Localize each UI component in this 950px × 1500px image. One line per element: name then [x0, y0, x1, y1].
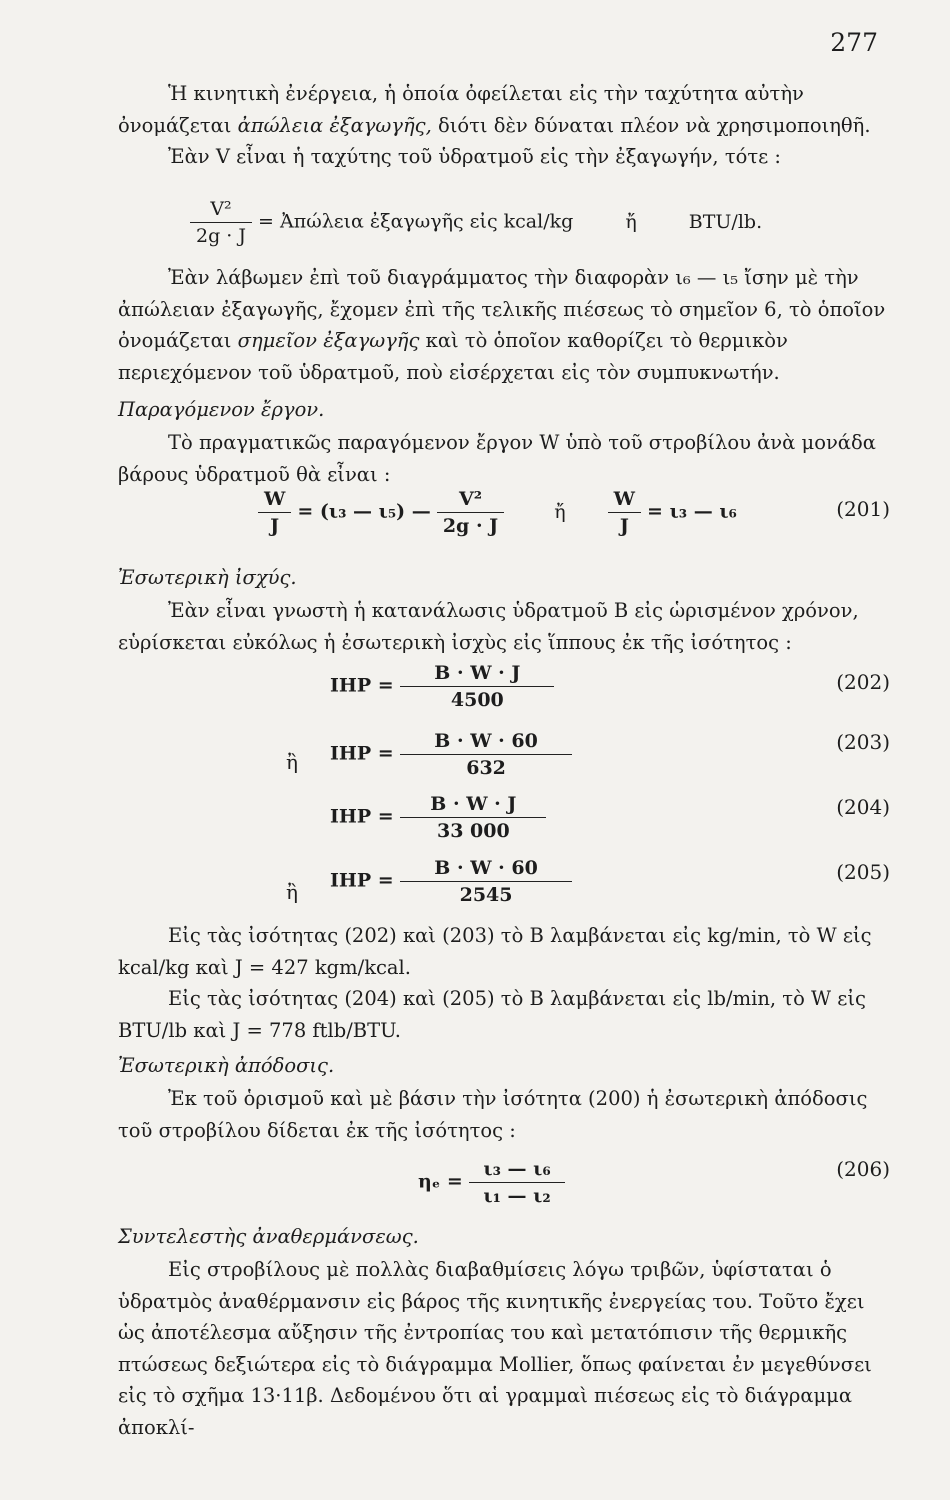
section-internal-efficiency	[118, 1054, 890, 1146]
heading-reheat-factor: Συντελεστὴς ἀναθερμάνσεως.	[118, 1225, 419, 1248]
page-number: 277	[830, 28, 878, 57]
equation-203: IHP = $\frac{B \cdot W \cdot 60}{632}$	[330, 730, 572, 779]
equation-label-203: (203)	[836, 730, 890, 754]
section-reheat-factor	[118, 1225, 890, 1443]
section-produced-work	[118, 398, 890, 490]
equation-exhaust-loss: $\frac{\text{V²}}{2g \cdot J}$ = Ἀπώλεια ἐξαγωγῆς εἰς kcal/kg ἤ BTU/lb.	[190, 198, 762, 247]
equation-label-205: (205)	[836, 860, 890, 884]
equation-201: $\frac{W}{J}$ = (ι₃ — ι₅) — $\frac{\text{V²}}{2g \cdot J}$ ἤ $\frac{W}{J}$ = ι₃ — ι₆	[258, 488, 737, 537]
equation-label-201: (201)	[836, 497, 890, 521]
section-internal-power	[118, 566, 890, 658]
heading-internal-power: Ἐσωτερικὴ ἰσχύς.	[118, 566, 297, 589]
term-exhaust-point: σημεῖον ἐξαγωγῆς	[237, 329, 420, 352]
paragraph-reheat-factor: Εἰς στροβίλους μὲ πολλὰς διαβαθμίσεις λόγω τριβῶν, ὑφίσταται ὁ ὑδρατμὸς ἀναθέρμανσιν εἰς βάρος τῆς κινητικῆς ἐνεργείας του. Τοῦτο ἔχει ὡς ἀποτέλεσμα αὔξησιν τῆς ἐντροπίας του καὶ μετατόπισιν τῆς θερμικῆς πτώσεως δεξιώτερα εἰς τὸ διάγραμμα Mollier, ὅπως φαίνεται ἐν μεγεθύνσει εἰς τὸ σχῆμα 13·11β. Δεδομένου ὅτι αἱ γραμμαὶ πιέσεως εἰς τὸ διάγραμμα ἀποκλί-	[118, 1258, 872, 1439]
paragraph-units	[118, 920, 890, 1046]
equation-206: ηₑ = $\frac{\text{ι₃ — ι₆}}{\text{ι₁ — ι₂}}$	[418, 1158, 565, 1207]
paragraph-internal-efficiency: Ἐκ τοῦ ὁρισμοῦ καὶ μὲ βάσιν τὴν ἰσότητα (200) ἡ ἐσωτερικὴ ἀπόδοσις τοῦ στροβίλου δίδεται ἐκ τῆς ἰσότητος :	[118, 1087, 868, 1142]
equation-202: IHP = $\frac{B \cdot W \cdot J}{4500}$	[330, 662, 554, 711]
paragraph-units-metric: Εἰς τὰς ἰσότητας (202) καὶ (203) τὸ B λαμβάνεται εἰς kg/min, τὸ W εἰς kcal/kg καὶ J = 427 kgm/kcal.	[118, 924, 872, 979]
paragraph-produced-work: Τὸ πραγματικῶς παραγόμενον ἔργον W ὑπὸ τοῦ στροβίλου ἀνὰ μονάδα βάρους ὑδρατμοῦ θὰ εἶναι :	[118, 431, 876, 486]
paragraph-exhaust-point: Ἐὰν λάβωμεν ἐπὶ τοῦ διαγράμματος τὴν διαφορὰν ι₆ — ι₅ ἴσην μὲ τὴν ἀπώλειαν ἐξαγωγῆς, ἔχομεν ἐπὶ τῆς τελικῆς πιέσεως τὸ σημεῖον 6, τὸ ὁποῖον ὀνομάζεται σημεῖον ἐξαγωγῆς καὶ τὸ ὁποῖον καθορίζει τὸ θερμικὸν περιεχόμενον τοῦ ὑδρατμοῦ, ποὺ εἰσέρχεται εἰς τὸν συμπυκνωτήν.	[118, 266, 886, 384]
equation-205: IHP = $\frac{B \cdot W \cdot 60}{2545}$	[330, 857, 572, 906]
paragraph-internal-power: Ἐὰν εἶναι γνωστὴ ἡ κατανάλωσις ὑδρατμοῦ B εἰς ὡρισμένον χρόνον, εὑρίσκεται εὐκόλως ἡ ἐσωτερικὴ ἰσχὺς εἰς ἵππους ἐκ τῆς ἰσότητος :	[118, 599, 859, 654]
or-205: ἢ	[286, 880, 298, 904]
equation-label-204: (204)	[836, 795, 890, 819]
term-exhaust-loss: ἀπώλεια ἐξαγωγῆς,	[237, 113, 432, 137]
equation-label-206: (206)	[836, 1157, 890, 1181]
paragraph-units-imperial: Εἰς τὰς ἰσότητας (204) καὶ (205) τὸ B λαμβάνεται εἰς lb/min, τὸ W εἰς BTU/lb καὶ J = 778 ftlb/BTU.	[118, 987, 866, 1042]
equation-label-202: (202)	[836, 670, 890, 694]
equation-204: IHP = $\frac{B \cdot W \cdot J}{33 000}$	[330, 793, 546, 842]
or-203: ἢ	[286, 750, 298, 774]
heading-internal-efficiency: Ἐσωτερικὴ ἀπόδοσις.	[118, 1054, 335, 1077]
paragraph-kinetic-energy: Ἡ κινητικὴ ἐνέργεια, ἡ ὁποία ὀφείλεται εἰς τὴν ταχύτητα αὐτὴν ὀνομάζεται ἀπώλεια ἐξαγωγῆς, διότι δὲν δύναται πλέον νὰ χρησιμοποιηθῆ. Ἐὰν V εἶναι ἡ ταχύτης τοῦ ὑδρατμοῦ εἰς τὴν ἐξαγωγήν, τότε :	[118, 78, 890, 173]
paragraph-velocity: Ἐὰν V εἶναι ἡ ταχύτης τοῦ ὑδρατμοῦ εἰς τὴν ἐξαγωγήν, τότε :	[168, 145, 782, 168]
heading-produced-work: Παραγόμενον ἔργον.	[118, 398, 325, 421]
